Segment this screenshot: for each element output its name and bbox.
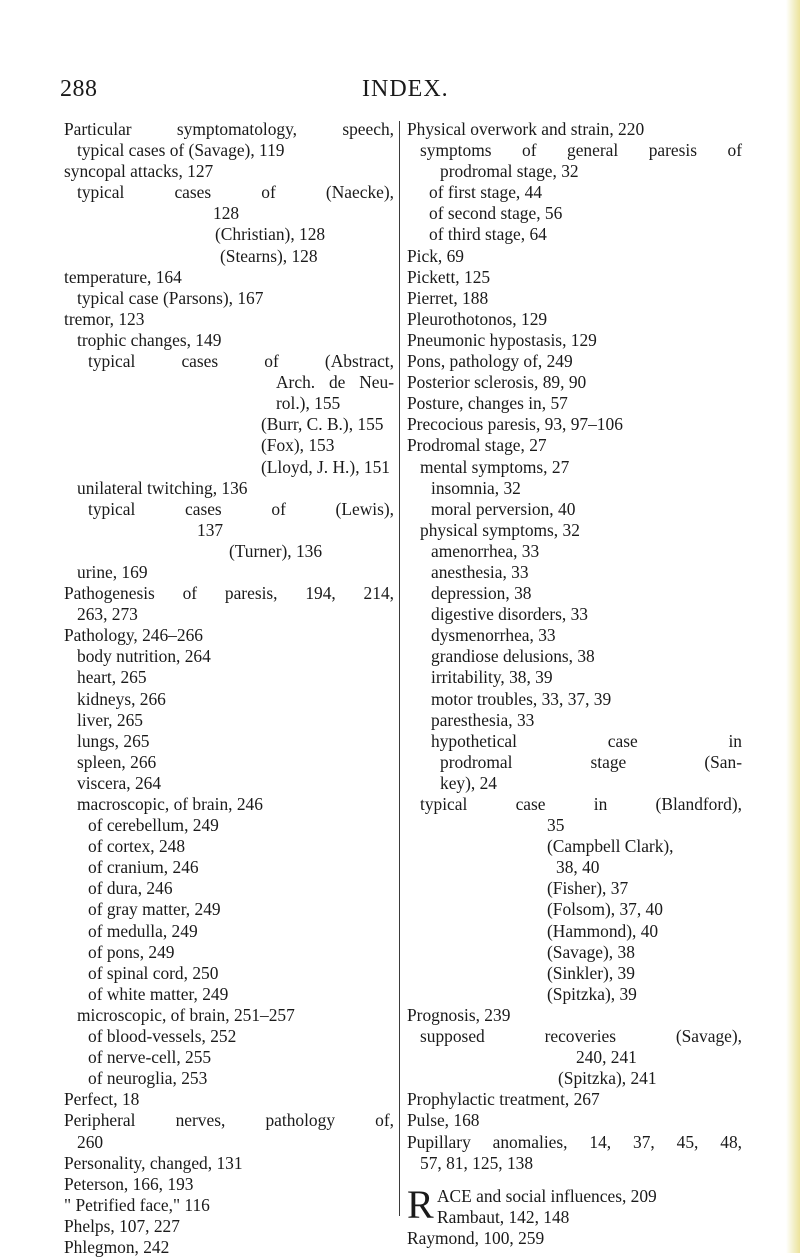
index-entry: Pathology, 246–266 [64,625,203,646]
index-entry: mental symptoms, 27 [420,456,570,477]
index-entry: urine, 169 [77,561,148,582]
index-entry: supposed recoveries (Savage), [420,1026,742,1047]
index-entry: Pons, pathology of, 249 [407,351,573,372]
index-entry: typical cases of (Lewis), [88,498,394,519]
index-entry: ACE and social influences, 209 [437,1185,657,1206]
index-entry: Physical overwork and strain, 220 [407,119,645,139]
index-entry: (Spitzka), 39 [547,983,637,1004]
index-entry: rol.), 155 [276,393,341,414]
index-entry: typical case (Parsons), 167 [77,287,264,308]
index-column-left [64,119,394,1258]
index-entry: Peterson, 166, 193 [64,1173,194,1194]
index-entry: unilateral twitching, 136 [77,477,248,498]
index-entry: 240, 241 [576,1047,637,1068]
index-entry: Prodromal stage, 27 [407,435,547,456]
index-entry: of gray matter, 249 [88,899,221,920]
index-entry: Pupillary anomalies, 14, 37, 45, 48, [407,1131,742,1152]
index-entry: of medulla, 249 [88,920,198,941]
index-entry: of second stage, 56 [429,203,563,224]
index-entry: digestive disorders, 33 [431,604,588,625]
index-entry: Pneumonic hypostasis, 129 [407,329,597,350]
index-entry: of neuroglia, 253 [88,1068,208,1089]
index-entry: of cranium, 246 [88,857,199,878]
index-entry: macroscopic, of brain, 246 [77,794,263,814]
index-entry: of pons, 249 [88,941,175,962]
index-entry: Peripheral nerves, pathology of, [64,1110,394,1131]
index-entry: (Folsom), 37, 40 [547,899,663,920]
index-entry: moral perversion, 40 [431,498,576,519]
index-entry: (Fox), 153 [261,435,335,456]
index-entry: prodromal stage, 32 [440,161,579,182]
index-entry: Pathogenesis of paresis, 194, 214, [64,583,394,604]
index-entry: liver, 265 [77,709,143,730]
section-gap [407,1174,742,1186]
index-entry: prodromal stage (San- [440,751,742,772]
index-entry: (Savage), 38 [547,941,635,962]
index-entry: " Petrified face," 116 [64,1194,210,1215]
index-entry: microscopic, of brain, 251–257 [77,1004,295,1025]
index-entry: Prognosis, 239 [407,1004,511,1025]
index-entry: 137 [197,519,224,540]
index-entry: 38, 40 [556,857,600,878]
index-entry: of cerebellum, 249 [88,815,219,836]
index-entry: 57, 81, 125, 138 [420,1152,534,1173]
index-entry: body nutrition, 264 [77,646,211,667]
index-entry: of third stage, 64 [429,224,547,245]
index-entry: of dura, 246 [88,878,173,899]
index-entry: paresthesia, 33 [431,709,535,730]
page-number: 288 [60,76,98,102]
index-entry: temperature, 164 [64,266,182,287]
index-entry: Posture, changes in, 57 [407,393,568,414]
index-entry: syncopal attacks, 127 [64,161,214,182]
index-entry: Phelps, 107, 227 [64,1215,180,1236]
index-entry: key), 24 [440,772,497,793]
index-entry: viscera, 264 [77,772,162,793]
index-entry: amenorrhea, 33 [431,540,540,561]
index-entry: of first stage, 44 [429,182,543,203]
index-entry: heart, 265 [77,667,147,688]
index-entry: 128 [213,203,240,224]
index-entry: Raymond, 100, 259 [407,1227,545,1248]
index-entry: typical case in (Blandford), [420,794,742,814]
index-entry: Particular symptomatology, speech, [64,119,394,139]
index-entry: Phlegmon, 242 [64,1236,170,1257]
index-column-right [407,119,742,1249]
index-entry: irritability, 38, 39 [431,667,553,688]
index-entry: of cortex, 248 [88,836,186,857]
index-entry: 35 [547,815,565,836]
index-entry: Perfect, 18 [64,1089,140,1110]
index-entry: physical symptoms, 32 [420,519,580,540]
index-entry: (Christian), 128 [215,224,326,245]
index-entry: dysmenorrhea, 33 [431,625,556,646]
index-entry: typical cases of (Savage), 119 [77,140,285,161]
index-entry: motor troubles, 33, 37, 39 [431,688,612,709]
index-entry: (Hammond), 40 [547,920,659,941]
index-entry: (Lloyd, J. H.), 151 [261,456,390,477]
index-entry: Rambaut, 142, 148 [437,1206,570,1227]
index-entry: depression, 38 [431,583,532,604]
page-title: INDEX. [362,76,449,102]
index-entry: Prophylactic treatment, 267 [407,1089,600,1110]
index-entry: Precocious paresis, 93, 97–106 [407,414,623,435]
index-entry: kidneys, 266 [77,688,166,709]
drop-cap: R [407,1181,434,1227]
index-entry: (Burr, C. B.), 155 [261,414,384,435]
index-entry: (Spitzka), 241 [558,1068,657,1089]
index-entry: of spinal cord, 250 [88,962,219,983]
index-entry: 260 [77,1131,104,1152]
index-entry: (Stearns), 128 [220,245,318,266]
index-entry: 263, 273 [77,604,138,625]
index-entry: (Turner), 136 [229,540,323,561]
index-entry: hypothetical case in [431,730,742,751]
index-entry: grandiose delusions, 38 [431,646,595,667]
index-entry: of white matter, 249 [88,983,229,1004]
index-entry: Personality, changed, 131 [64,1152,243,1173]
index-entry: Pickett, 125 [407,266,491,287]
index-entry: lungs, 265 [77,730,150,751]
index-entry: typical cases of (Naecke), [77,182,394,203]
index-entry: tremor, 123 [64,308,145,329]
index-entry: Arch. de Neu- [276,372,394,393]
index-entry: Pleurothotonos, 129 [407,308,548,329]
index-entry: typical cases of (Abstract, [88,351,394,372]
index-entry: (Campbell Clark), [547,836,674,857]
index-entry: insomnia, 32 [431,477,521,498]
index-entry: Posterior sclerosis, 89, 90 [407,372,587,393]
index-entry: Pick, 69 [407,245,465,266]
column-divider [399,121,400,1216]
index-entry: anesthesia, 33 [431,561,529,582]
index-entry: symptoms of general paresis of [420,140,742,161]
index-entry: spleen, 266 [77,751,157,772]
index-entry: (Fisher), 37 [547,878,629,899]
index-entry: Pulse, 168 [407,1110,480,1131]
index-entry: trophic changes, 149 [77,329,222,350]
index-entry: (Sinkler), 39 [547,962,635,983]
index-entry: Pierret, 188 [407,287,489,308]
page-edge [786,0,800,1253]
index-entry: of nerve-cell, 255 [88,1047,212,1068]
index-entry: of blood-vessels, 252 [88,1026,237,1047]
